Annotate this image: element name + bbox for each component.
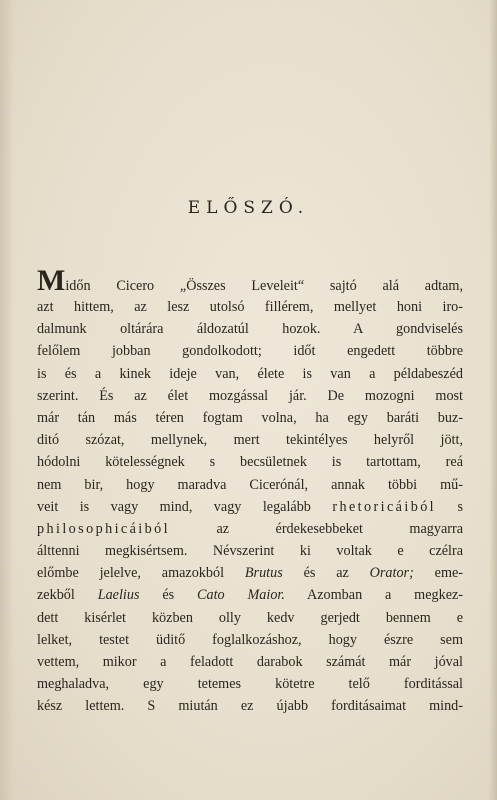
text-line bbox=[37, 266, 463, 296]
line-text: veit is vagy mind, vagy legalább bbox=[37, 498, 311, 515]
italic-title: Brutus bbox=[244, 565, 283, 582]
line-text: eme- bbox=[434, 565, 464, 582]
text-line: már tán más téren fogtam volna, ha egy baráti buz- bbox=[37, 409, 463, 426]
text-line: is és a kinek ideje van, élete is van a példabeszéd bbox=[37, 365, 463, 382]
text-line: ditó szózat, mellynek, mert tekintélyes helyről jött, bbox=[37, 432, 463, 449]
line-text: időn Cicero „Összes Leveleit“ sajtó alá adtam, bbox=[65, 278, 463, 294]
drop-cap: M bbox=[37, 264, 66, 297]
body-text bbox=[37, 266, 463, 718]
line-text: és bbox=[162, 587, 175, 604]
text-line: azt hittem, az lesz utolsó fillérem, mellyet honi iro- bbox=[37, 299, 463, 315]
italic-title: Orator; bbox=[369, 565, 414, 582]
line-text: zekből bbox=[37, 587, 75, 604]
text-line bbox=[37, 496, 463, 518]
text-line: kész lettem. S miután ez újabb forditásaimat mind- bbox=[37, 698, 463, 715]
line-text: előmbe jelelve, amazokból bbox=[37, 565, 225, 582]
text-line bbox=[37, 562, 463, 584]
text-line: hódolni kötelességnek s becsületnek is tartottam, reá bbox=[37, 454, 463, 471]
text-line: dalmunk oltárára áldozatúl hozok. A gondviselés bbox=[37, 321, 463, 338]
text-line: álttenni megkisértsem. Névszerint ki voltak e czélra bbox=[37, 543, 463, 560]
line-text: az érdekesebbeket magyarra bbox=[216, 520, 463, 537]
text-line: felőlem jobban gondolkodott; időt engedett többre bbox=[37, 343, 463, 360]
text-line: nem bir, hogy maradva Cicerónál, annak többi mű- bbox=[37, 476, 463, 493]
text-line: dett kisérlet közben olly kedv gerjedt bennem e bbox=[37, 609, 463, 626]
line-text: s bbox=[457, 498, 464, 515]
text-line bbox=[37, 518, 463, 540]
text-line: szerint. És az élet mozgással jár. De mozogni most bbox=[37, 387, 463, 404]
text-line: lelket, testet üditő foglalkozáshoz, hogy észre sem bbox=[37, 631, 463, 648]
italic-title: Laelius bbox=[97, 587, 140, 604]
spaced-word: rhetoricáiból bbox=[332, 498, 437, 515]
text-line bbox=[37, 584, 463, 606]
line-text: Azomban a megkez- bbox=[307, 587, 464, 604]
spaced-word: philosophicáiból bbox=[37, 520, 170, 537]
text-line: vettem, mikor a feladott darabok számát már jóval bbox=[37, 654, 463, 670]
page-title: ELŐSZÓ. bbox=[187, 198, 310, 218]
line-text: és az bbox=[303, 565, 349, 582]
text-line: meghaladva, egy tetemes kötetre telő forditással bbox=[37, 676, 463, 693]
italic-title: Cato Maior. bbox=[197, 587, 285, 604]
